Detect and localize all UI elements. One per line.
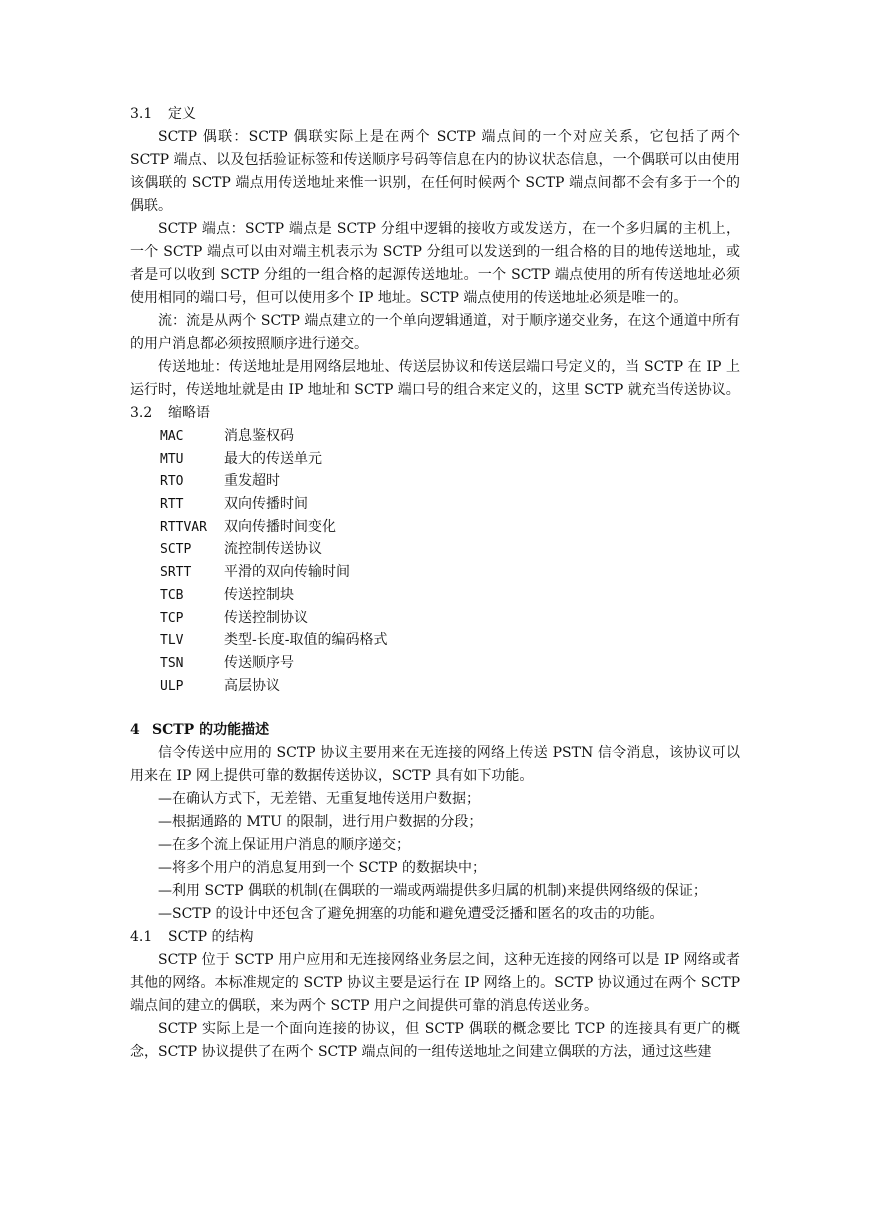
section-3-2-number: 3.2: [130, 405, 153, 421]
section-4-1-title: SCTP 的结构: [168, 929, 254, 946]
abbreviation-meaning: 消息鉴权码: [224, 428, 294, 444]
abbreviation-row: [130, 470, 740, 493]
section-4-number: 4: [130, 722, 140, 739]
abbreviation-code: SCTP: [160, 542, 192, 558]
function-bullet: —将多个用户的消息复用到一个 SCTP 的数据块中；: [158, 860, 486, 877]
abbreviation-code: MAC: [160, 429, 184, 444]
definition-paragraph-endpoint: SCTP 端点：SCTP 端点是 SCTP 分组中逻辑的接收方或发送方，在一个多归属的主机上，一个 SCTP 端点可以由对端主机表示为 SCTP 分组可以发送到的一组合格的目的地传送地址，或者是可以收到 SCTP 分组的一组合格的起源传送地址。一个 SCTP 端点使用的所有传送地址必须使用相同的端口号，但可以使用多个 IP 地址。SCTP 端点使用的传送地址必须是唯一的。: [130, 221, 740, 306]
abbreviation-meaning: 传送顺序号: [224, 654, 294, 671]
abbreviation-row: [130, 584, 740, 607]
abbreviation-row: [130, 493, 740, 516]
abbreviation-code: SRTT: [160, 565, 192, 581]
abbreviation-code: MTU: [160, 451, 184, 467]
abbreviation-meaning: 最大的传送单元: [224, 450, 322, 467]
section-4-title: SCTP 的功能描述: [152, 722, 270, 739]
section-3-2-title: 缩略语: [168, 405, 210, 421]
section-3-1-title: 定义: [168, 106, 196, 122]
abbreviation-code: TCB: [160, 587, 184, 603]
abbreviation-row: [130, 538, 740, 561]
function-bullet: —SCTP 的设计中还包含了避免拥塞的功能和避免遭受泛播和匿名的攻击的功能。: [158, 906, 664, 923]
abbreviation-meaning: 传送控制协议: [224, 609, 308, 626]
abbreviation-row: [130, 561, 740, 584]
abbreviation-row: [130, 516, 740, 539]
structure-paragraph: SCTP 位于 SCTP 用户应用和无连接网络业务层之间，这种无连接的网络可以是 IP 网络或者其他的网络。本标准规定的 SCTP 协议主要是运行在 IP 网络上的。SCTP 协议通过在两个 SCTP 端点间的建立的偶联，来为两个 SCTP 用户之间提供可靠的消息传送业务。: [130, 952, 740, 1015]
abbreviation-row: [130, 629, 740, 652]
section-3-1-heading: [130, 103, 740, 126]
abbreviation-meaning: 双向传播时间变化: [224, 518, 336, 535]
definition-paragraph-stream: 流：流是从两个 SCTP 端点建立的一个单向逻辑通道，对于顺序递交业务，在这个通道中所有的用户消息都必须按照顺序进行递交。: [130, 313, 740, 352]
abbreviation-row: [130, 607, 740, 630]
section-4-intro: 信令传送中应用的 SCTP 协议主要用来在无连接的网络上传送 PSTN 信令消息，该协议可以用来在 IP 网上提供可靠的数据传送协议，SCTP 具有如下功能。: [130, 745, 740, 785]
section-4-1-number: 4.1: [130, 929, 153, 946]
section-3-1-number: 3.1: [130, 106, 153, 122]
abbreviation-list: [130, 425, 740, 697]
definition-paragraph-transport-address: 传送地址：传送地址是用网络层地址、传送层协议和传送层端口号定义的，当 SCTP 在 IP 上运行时，传送地址就是由 IP 地址和 SCTP 端口号的组合来定义的，这里 SCTP 就充当传送协议。: [130, 359, 740, 398]
abbreviation-code: RTT: [160, 497, 184, 513]
function-bullet: —利用 SCTP 偶联的机制(在偶联的一端或两端提供多归属的机制)来提供网络级的保证；: [158, 883, 707, 900]
abbreviation-code: RTO: [160, 474, 184, 490]
section-4-heading: [130, 719, 740, 742]
abbreviation-meaning: 重发超时: [224, 473, 280, 490]
structure-paragraph: SCTP 实际上是一个面向连接的协议，但 SCTP 偶联的概念要比 TCP 的连接具有更广的概念，SCTP 协议提供了在两个 SCTP 端点间的一组传送地址之间建立偶联的方法，通过这些建: [130, 1021, 740, 1061]
section-4-1-heading: [130, 926, 740, 949]
function-bullet: —在确认方式下，无差错、无重复地传送用户数据；: [158, 791, 480, 808]
abbreviation-code: ULP: [160, 678, 184, 694]
abbreviation-meaning: 流控制传送协议: [224, 541, 322, 558]
abbreviation-meaning: 双向传播时间: [224, 496, 308, 513]
document-page: [130, 103, 740, 1064]
function-bullet: —在多个流上保证用户消息的顺序递交；: [158, 837, 410, 854]
abbreviation-row: [130, 448, 740, 471]
abbreviation-row: [130, 652, 740, 675]
section-3-2-heading: [130, 402, 740, 425]
abbreviation-meaning: 高层协议: [224, 677, 280, 694]
abbreviation-row: [130, 425, 740, 448]
abbreviation-meaning: 平滑的双向传输时间: [224, 564, 350, 581]
abbreviation-row: [130, 675, 740, 698]
function-bullet: —根据通路的 MTU 的限制，进行用户数据的分段；: [158, 814, 483, 831]
abbreviation-code: RTTVAR: [160, 519, 207, 535]
definition-paragraph-association: SCTP 偶联：SCTP 偶联实际上是在两个 SCTP 端点间的一个对应关系，它包括了两个 SCTP 端点、以及包括验证标签和传送顺序号码等信息在内的协议状态信息，一个偶联可以由使用该偶联的 SCTP 端点用传送地址来惟一识别，在任何时候两个 SCTP 端点间都不会有多于一个的偶联。: [130, 129, 740, 214]
abbreviation-code: TLV: [160, 633, 184, 649]
abbreviation-meaning: 传送控制块: [224, 586, 294, 603]
abbreviation-meaning: 类型-长度-取值的编码格式: [224, 632, 388, 649]
abbreviation-code: TCP: [160, 610, 184, 626]
abbreviation-code: TSN: [160, 655, 184, 671]
